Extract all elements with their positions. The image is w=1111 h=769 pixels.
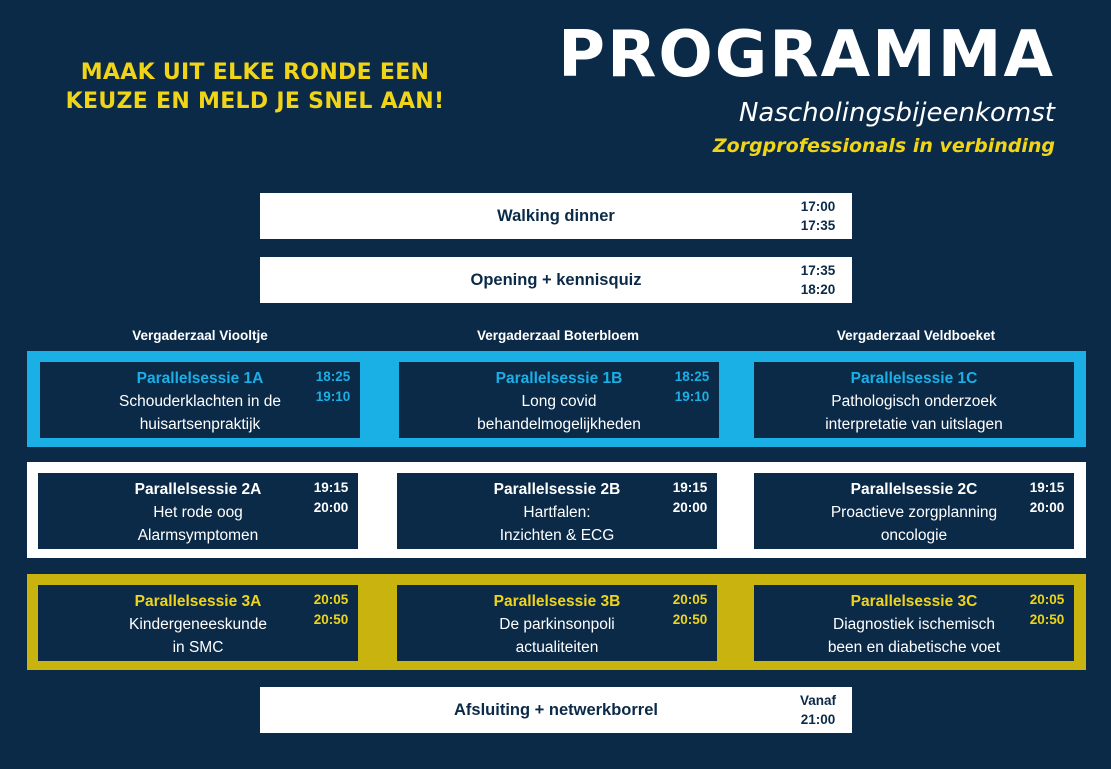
- hero-heading: [495, 18, 1055, 158]
- session-title: Parallelsessie 2C: [850, 481, 978, 498]
- time-start: 19:15: [313, 480, 349, 495]
- session-line: Pathologisch onderzoek: [831, 393, 997, 410]
- session-line: Het rode oog: [153, 504, 243, 521]
- time-end: 20:50: [313, 612, 349, 627]
- page-title: PROGRAMMA: [558, 18, 1055, 92]
- time-end: 20:50: [1029, 612, 1065, 627]
- program-item-closing: [260, 687, 852, 733]
- page-tagline: Zorgprofessionals in verbinding: [712, 135, 1055, 157]
- session-line: Diagnostiek ischemisch: [833, 616, 995, 633]
- session-line: been en diabetische voet: [827, 639, 1001, 656]
- session-time: [308, 367, 358, 407]
- session-line: Kindergeneeskunde: [129, 616, 267, 633]
- session-card-2b: [397, 473, 717, 549]
- signup-call-to-action: [40, 58, 470, 116]
- time-start: 20:05: [313, 592, 349, 607]
- session-time: [665, 478, 715, 518]
- time-start: 19:15: [672, 480, 708, 495]
- program-item-label: Afsluiting + netwerkborrel: [454, 701, 658, 719]
- time-end: 17:35: [800, 218, 836, 233]
- session-title: Parallelsessie 1C: [850, 370, 978, 387]
- session-time: [665, 590, 715, 630]
- session-line: in SMC: [172, 639, 224, 656]
- time-end: 19:10: [674, 389, 710, 404]
- program-item-walking-dinner: [260, 193, 852, 239]
- time-start: 18:25: [315, 369, 351, 384]
- program-item-time: [788, 197, 848, 235]
- session-card-2a: [38, 473, 358, 549]
- time-end: 21:00: [800, 712, 836, 727]
- time-start: 20:05: [1029, 592, 1065, 607]
- room-header-viooltje: Vergaderzaal Viooltje: [132, 328, 268, 343]
- session-time: [1022, 478, 1072, 518]
- program-item-time: [788, 691, 848, 729]
- time-start: 18:25: [674, 369, 710, 384]
- session-round-1: [27, 351, 1086, 447]
- session-round-3: [27, 574, 1086, 670]
- program-item-label: Walking dinner: [497, 207, 615, 225]
- time-end: 20:50: [672, 612, 708, 627]
- session-line: oncologie: [880, 527, 948, 544]
- session-title: Parallelsessie 3C: [850, 593, 978, 610]
- session-round-2: [27, 462, 1086, 558]
- session-title: Parallelsessie 3B: [493, 593, 621, 610]
- session-card-2c: [754, 473, 1074, 549]
- session-time: [306, 478, 356, 518]
- session-time: [306, 590, 356, 630]
- room-header-veldboeket: Vergaderzaal Veldboeket: [836, 328, 996, 343]
- page-subtitle: Nascholingsbijeenkomst: [738, 98, 1055, 128]
- session-card-1b: [399, 362, 719, 438]
- session-line: Inzichten & ECG: [499, 527, 615, 544]
- session-line: Hartfalen:: [523, 504, 591, 521]
- session-time: [667, 367, 717, 407]
- session-line: De parkinsonpoli: [499, 616, 615, 633]
- session-line: Alarmsymptomen: [137, 527, 259, 544]
- session-card-3b: [397, 585, 717, 661]
- session-line: Schouderklachten in de: [118, 393, 281, 410]
- time-start: 20:05: [672, 592, 708, 607]
- session-card-3a: [38, 585, 358, 661]
- session-title: Parallelsessie 3A: [134, 593, 262, 610]
- session-card-3c: [754, 585, 1074, 661]
- time-start: 19:15: [1029, 480, 1065, 495]
- session-card-1a: [40, 362, 360, 438]
- program-item-label: Opening + kennisquiz: [470, 271, 642, 289]
- session-description: [754, 390, 1074, 436]
- session-line: behandelmogelijkheden: [477, 416, 641, 433]
- time-start: 17:00: [800, 199, 836, 214]
- cta-line: KEUZE EN MELD JE SNEL AAN!: [65, 89, 445, 114]
- session-line: interpretatie van uitslagen: [825, 416, 1003, 433]
- time-start: 17:35: [800, 263, 836, 278]
- session-title: Parallelsessie 1A: [136, 370, 264, 387]
- session-card-1c: [754, 362, 1074, 438]
- time-end: 20:00: [1029, 500, 1065, 515]
- session-title: Parallelsessie 2A: [134, 481, 262, 498]
- session-title: Parallelsessie 2B: [493, 481, 621, 498]
- time-end: 20:00: [672, 500, 708, 515]
- time-start: Vanaf: [799, 693, 837, 708]
- session-line: huisartsenpraktijk: [139, 416, 261, 433]
- session-title: Parallelsessie 1B: [495, 370, 623, 387]
- cta-line: MAAK UIT ELKE RONDE EEN: [80, 60, 430, 85]
- session-time: [1022, 590, 1072, 630]
- time-end: 20:00: [313, 500, 349, 515]
- session-line: Proactieve zorgplanning: [830, 504, 998, 521]
- room-header-boterbloem: Vergaderzaal Boterbloem: [476, 328, 640, 343]
- program-item-time: [788, 261, 848, 299]
- time-end: 19:10: [315, 389, 351, 404]
- session-line: Long covid: [521, 393, 597, 410]
- time-end: 18:20: [800, 282, 836, 297]
- session-line: actualiteiten: [515, 639, 599, 656]
- program-item-opening: [260, 257, 852, 303]
